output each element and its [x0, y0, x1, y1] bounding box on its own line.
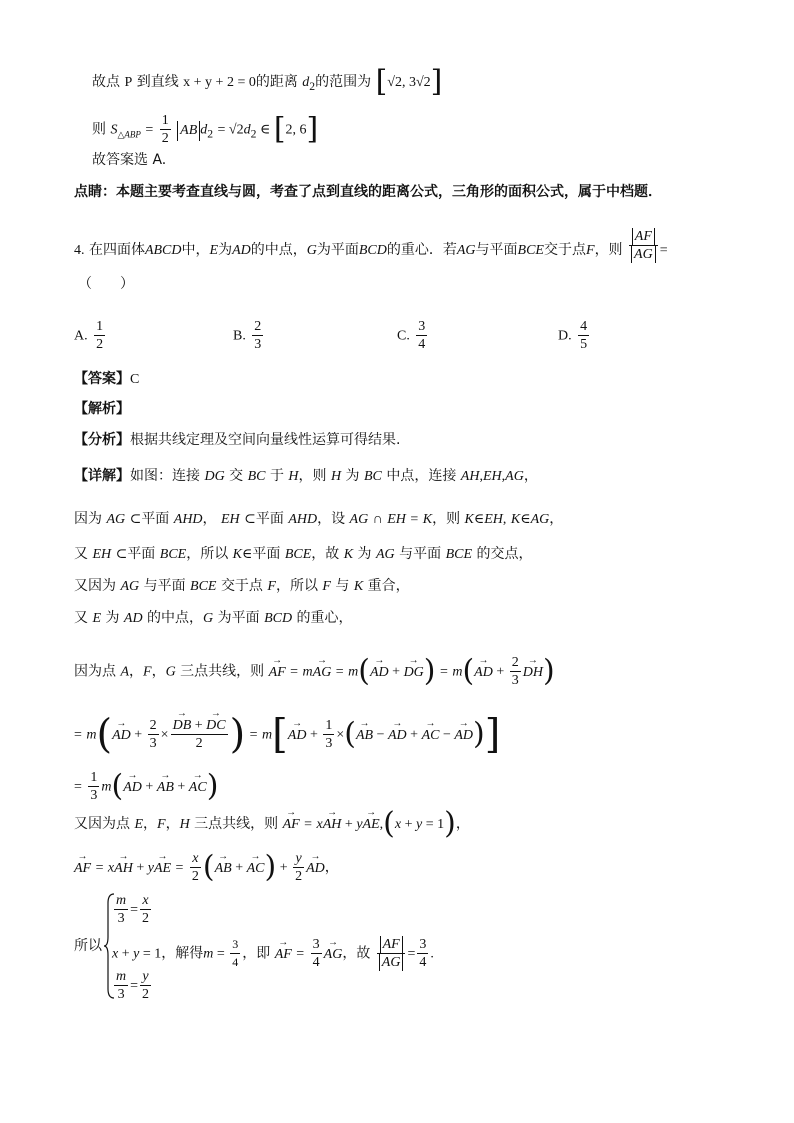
- answer-line: [74, 369, 139, 390]
- step-2: 又 EH ⊂平面 BCE，所以 K∈平面 BCE，故 K 为 AG 与平面 BCE 的交点，: [74, 546, 533, 562]
- analysis-tag: 【解析】: [74, 401, 130, 417]
- fenxi-line: [74, 430, 400, 450]
- eq-1: $\frac{m}{3}$ = $\frac{x}{2}$: [116, 893, 150, 926]
- step-8: 又因为点 E，F，H 三点共线，则 → AF = x→ AH + y→ AE,(x + y = 1)，: [74, 814, 470, 835]
- option-b-label: B.: [233, 328, 246, 344]
- answer-choice-line: 故答案选 A.: [92, 152, 167, 168]
- question-paren: （ ）: [78, 276, 134, 292]
- option-c-label: C.: [397, 328, 410, 344]
- option-a-label: A.: [74, 328, 88, 344]
- comment-line: 点睛：本题主要考查直线与圆，考查了点到直线的距离公式，三角形的面积公式，属于中档题．: [74, 184, 662, 200]
- answer-tag: 【答案】: [74, 371, 130, 387]
- step-5: 因为点 A，F，G 三点共线，则 → AF = m→ AG = m(→ AD + → DG) = m(→ AD + $\frac{2}{3}$ → DH): [74, 654, 555, 689]
- xiangjie-line: 【详解】如图：连接 DG 交 BC 于 H，则 H 为 BC 中点，连接 AH,EH,AG，: [74, 468, 538, 484]
- option-c[interactable]: C. $\frac{3}{4}$: [397, 319, 426, 352]
- fenxi-text: 根据共线定理及空间向量线性运算可得结果.: [130, 432, 401, 448]
- step-7: = $\frac{1}{3}$ m(→ AD + → AB + → AC): [74, 769, 218, 804]
- fenxi-tag: 【分析】: [74, 432, 130, 448]
- step-9: → AF = x→ AH + y→ AE = $\frac{x}{2}$ (→ AB + → AC) + $\frac{y}{2}$ → AD，: [74, 850, 339, 885]
- option-d-label: D.: [558, 328, 572, 344]
- step-4: 又 E 为 AD 的中点，G 为平面 BCD 的重心，: [74, 610, 353, 626]
- step-3: 又因为 AG 与平面 BCE 交于点 F，所以 F 与 K 重合，: [74, 578, 410, 594]
- option-d[interactable]: D. $\frac{4}{5}$: [558, 319, 588, 352]
- step-1: 因为 AG ⊂平面 AHD， EH ⊂平面 AHD，设 AG ∩ EH = K，则 K∈EH, K∈AG，: [74, 511, 564, 527]
- line-area-formula: 则 $S_{\triangle ABP}$ = $\frac{1}{2}$ AB $d_2 = √2d_2$ ∈ [2, 6]: [92, 111, 319, 147]
- eq-2: x + y = 1，解得m = $\frac{3}{4}$ ，即 → AF = $\frac{3}{4}$ → AG，故 $\frac{AF}{AG}$ = $\frac{3}{4}$ .: [112, 936, 434, 971]
- question-stem: 4. 在四面体ABCD中，E为AD的中点，G为平面BCD的重心．若AG与平面BCE交于点F，则 $\frac{AF}{AG}$ =: [74, 229, 668, 262]
- answer-value: C: [130, 372, 140, 387]
- option-b[interactable]: B. $\frac{2}{3}$: [233, 319, 262, 352]
- step-6: = m(→ AD + $\frac{2}{3}$ × → $\frac{DB + \to DC}{2}$ ) = m[→ AD + $\frac{1}{3}$ ×(→ AB − → AD + → AC − → AD)]: [74, 717, 500, 752]
- eq-3: $\frac{m}{3}$ = $\frac{y}{2}$: [116, 969, 150, 1002]
- option-a[interactable]: A. $\frac{1}{2}$: [74, 319, 104, 352]
- line-distance-range: 故点 P 到直线 x + y + 2 = 0的距离 $d_2$的范围为 [√2, 3√2]: [92, 64, 443, 99]
- suoyi-label: 所以: [74, 938, 102, 954]
